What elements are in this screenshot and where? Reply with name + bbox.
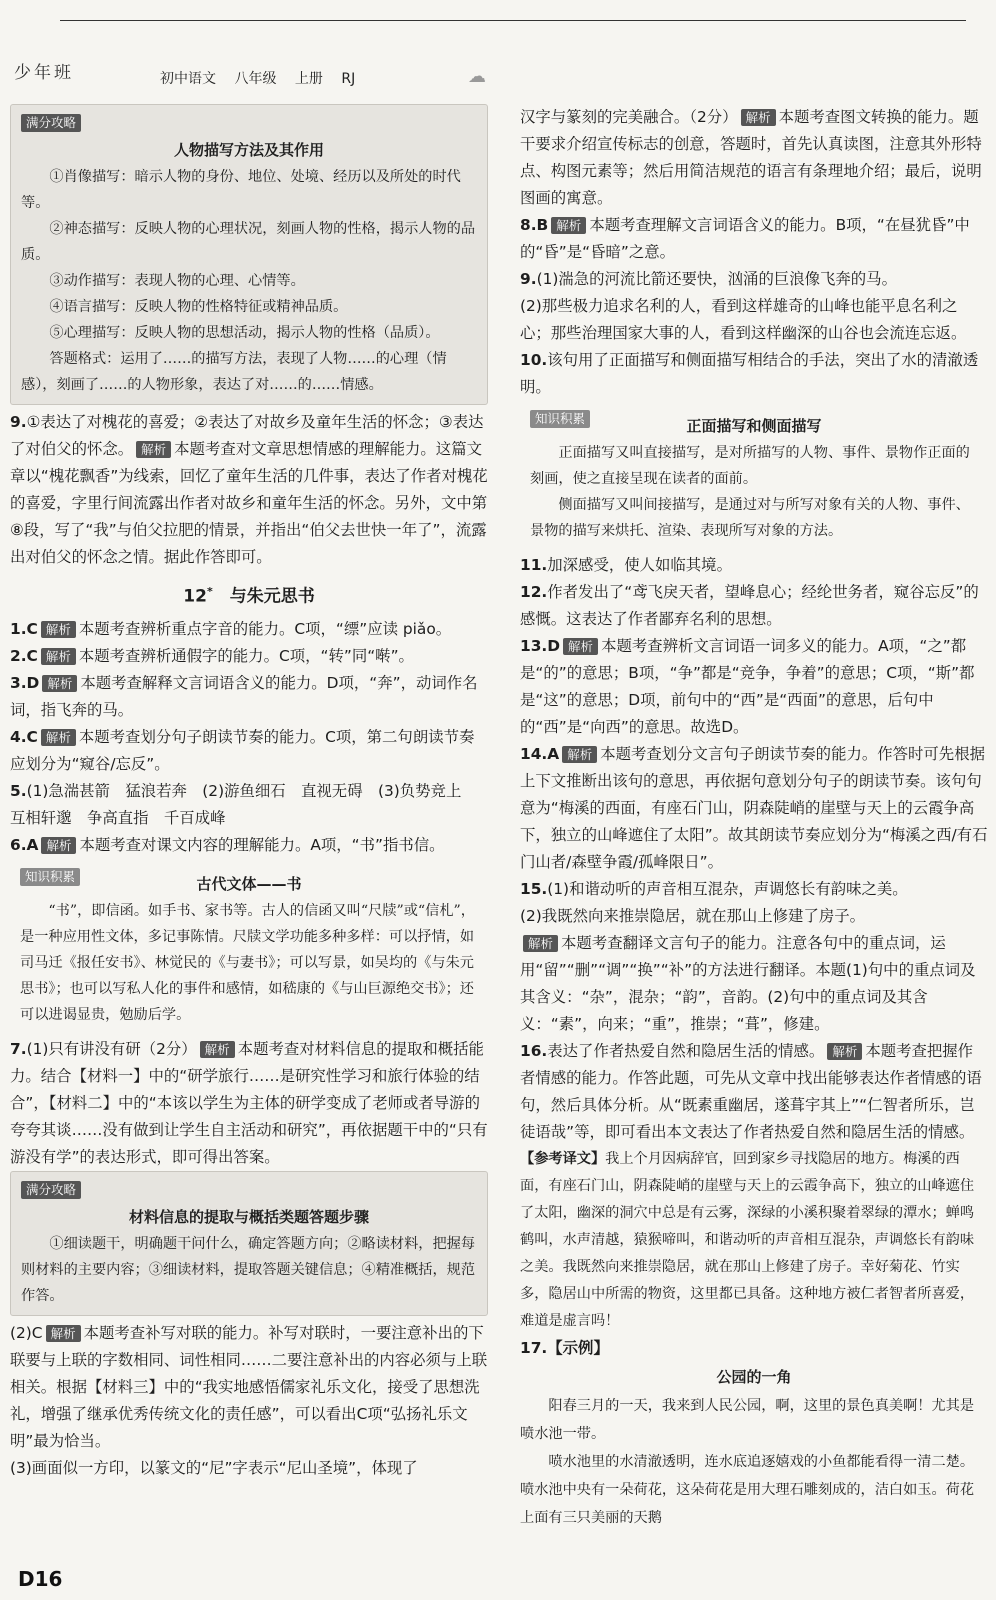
strategy-tag: 满分攻略: [21, 1181, 81, 1199]
section-title: 12* 与朱元思书: [183, 585, 315, 607]
answer-item: 16.表达了作者热爱自然和隐居生活的情感。 解析 本题考查把握作者情感的能力。作答此题，可先从文章中找出能够表达作者情感的语句，然后具体分析。从“既素重幽居，遂葺宇其上”“仁智者所乐，岂徒语哉”等，即可看出本文表达了作者热爱自然和隐居生活的情感。: [520, 1042, 982, 1141]
box-line: 侧面描写又叫间接描写，是通过对与所写对象有关的人物、事件、景物的描写来烘托、渲染、表现所写对象的方法。: [530, 497, 970, 539]
analysis-tag: 解析: [136, 441, 171, 458]
box-title: 古代文体——书: [196, 874, 302, 893]
sample-essay: [520, 1362, 988, 1532]
right-column: [520, 104, 988, 1532]
box-title: 正面描写和侧面描写: [686, 417, 822, 435]
box-line: ①肖像描写：暗示人物的身份、地位、处境、经历以及所处的时代等。: [21, 169, 461, 211]
box-title: 人物描写方法及其作用: [173, 141, 324, 159]
reference-translation: 【参考译文】我上个月因病辞官，回到家乡寻找隐居的地方。梅溪的西面，有座石门山，阴森陡峭的崖壁与天上的云霞争高下，独立的山峰遮住了太阳，幽深的洞穴中总是有云雾，深绿的小溪积聚着翠绿的潭水；蝉鸣鹤叫，水声清越，猿猴啼叫，和谐动听的声音相互混杂，声调悠长有韵味之美。我既然向来推崇隐居，就在那山上修建了房子。幸好菊花、竹实多，隐居山中所需的物资，这里都已具备。这种地方被仁者智者所喜爱，难道是虚言吗！: [520, 1151, 975, 1329]
answer-item: 15.(1)和谐动听的声音相互混杂，声调悠长有韵味之美。: [520, 880, 908, 898]
answer-item: 1.C 解析 本题考查辨析重点字音的能力。C项，“缥”应读 piǎo。: [10, 619, 452, 638]
box-line: ②神态描写：反映人物的心理状况，刻画人物的性格，揭示人物的品质。: [21, 221, 476, 263]
answer-item: 8.B 解析 本题考查理解文言词语含义的能力。B项，“在昼犹昏”中的“昏”是“昏暗”之意。: [520, 216, 970, 261]
answer-item: 11.加深感受，使人如临其境。: [520, 556, 732, 574]
cloud-icon: ☁: [468, 66, 486, 87]
answer-item: 5.(1)急湍甚箭 猛浪若奔 (2)游鱼细石 直视无碍 (3)负势竞上 互相轩邈 争高直指 千百成峰: [10, 781, 477, 827]
essay-paragraph: 喷水池里的水清澈透明，连水底追逐嬉戏的小鱼都能看得一清二楚。喷水池中央有一朵荷花，这朵荷花是用大理石雕刻成的，洁白如玉。荷花上面有三只美丽的天鹅: [520, 1454, 975, 1526]
essay-paragraph: 阳春三月的一天，我来到人民公园，啊，这里的景色真美啊！尤其是喷水池一带。: [520, 1398, 975, 1442]
answer-item: 4.C 解析 本题考查划分句子朗读节奏的能力。C项，第二句朗读节奏应划分为“窥谷/忘反”。: [10, 727, 475, 773]
box-title: 材料信息的提取与概括类题答题步骤: [128, 1207, 369, 1226]
answer-item: 3.D 解析 本题考查解释文言词语含义的能力。D项，“奔”，动词作名词，指飞奔的马。: [10, 673, 478, 719]
essay-title: 公园的一角: [716, 1368, 792, 1386]
box-line: 答题格式：运用了……的描写方法，表现了人物……的心理（情感），刻画了……的人物形象，表达了对……的……情感。: [21, 351, 447, 393]
answer-item: (2)那些极力追求名利的人，看到这样雄奇的山峰也能平息名利之心；那些治理国家大事的人，看到这样幽深的山谷也会流连忘返。: [520, 297, 967, 342]
box-line: ④语言描写：反映人物的性格特征或精神品质。: [49, 299, 348, 315]
knowledge-tag: 知识积累: [530, 410, 590, 428]
answer-item: (3)画面似一方印，以篆文的“尼”字表示“尼山圣境”，体现了: [10, 1458, 418, 1477]
answer-item: 14.A 解析 本题考查划分文言句子朗读节奏的能力。作答时可先根据上下文推断出该句的意思，再依据句意划分句子的朗读节奏。该句句意为“梅溪的西面，有座石门山，阴森陡峭的崖壁与天上的云霞争高下，独立的山峰遮住了太阳”。故其朗读节奏应划分为“梅溪之西/有石门山者/森壁争霞/孤峰限日”。: [520, 745, 988, 871]
answer-item: 12.作者发出了“鸢飞戾天者，望峰息心；经纶世务者，窥谷忘反”的感慨。这表达了作者鄙弃名利的思想。: [520, 583, 979, 628]
box-line: “书”，即信函。如手书、家书等。古人的信函又叫“尺牍”或“信札”，是一种应用性文体，多记事陈情。尺牍文学功能多种多样：可以抒情，如司马迁《报任安书》、林觉民的《与妻书》；可以写景，如吴均的《与朱元思书》；也可以写私人化的事件和感情，如嵇康的《与山巨源绝交书》；还可以进谒显贵，勉励后学。: [20, 902, 475, 1023]
answer-item: (2)我既然向来推崇隐居，就在那山上修建了房子。: [520, 907, 866, 925]
knowledge-box-description: [520, 403, 988, 548]
left-column: [10, 104, 488, 1482]
box-line: ①细读题干，明确题干问什么，确定答题方向；②略读材料，把握每则材料的主要内容；③细读材料，提取答题关键信息；④精准概括，规范作答。: [21, 1235, 476, 1304]
answer-item: 9.①表达了对槐花的喜爱；②表达了对故乡及童年生活的怀念；③表达了对伯父的怀念。 解析 本题考查对文章思想情感的理解能力。这篇文章以“槐花飘香”为线索，回忆了童年生活的几件事，表达了作者对槐花的喜爱，字里行间流露出作者对故乡和童年生活的怀念。另外，文中第⑧段，写了“我”与伯父拉肥的情景，并指出“伯父去世快一年了”，流露出对伯父的怀念之情。据此作答即可。: [10, 413, 488, 566]
answer-item: 2.C 解析 本题考查辨析通假字的能力。C项，“转”同“啭”。: [10, 646, 414, 665]
answer-item: 9.(1)湍急的河流比箭还要快，汹涌的巨浪像飞奔的马。: [520, 270, 897, 288]
box-line: ⑤心理描写：反映人物的思想活动，揭示人物的性格（品质）。: [49, 325, 440, 341]
book-info: 初中语文 八年级 上册 RJ: [160, 71, 356, 87]
answer-item: (2)C 解析 本题考查补写对联的能力。补写对联时，一要注意补出的下联要与上联的字数相同、词性相同……二要注意补出的内容必须与上联相关。根据【材料三】中的“我实地感悟儒家礼乐文化，接受了思想洗礼，增强了继承优秀传统文化的责任感”，可以看出C项“弘扬礼乐文明”最为恰当。: [10, 1323, 488, 1450]
page-number: D16: [18, 1567, 63, 1591]
knowledge-tag: 知识积累: [20, 868, 80, 886]
strategy-box-material: [10, 1171, 488, 1316]
brand-logo: 少年班: [14, 63, 74, 83]
answer-item: 10.该句用了正面描写和侧面描写相结合的手法，突出了水的清澈透明。: [520, 351, 979, 396]
strategy-tag: 满分攻略: [21, 114, 81, 132]
strategy-box-portrayal: [10, 104, 488, 405]
answer-item: 汉字与篆刻的完美融合。（2分） 解析 本题考查图文转换的能力。题干要求介绍宣传标志的创意，答题时，首先认真读图，注意其外形特点、构图元素等；然后用简洁规范的语言有条理地介绍；最后，说明图画的寓意。: [520, 108, 982, 207]
box-line: 正面描写又叫直接描写，是对所描写的人物、事件、景物作正面的刻画，使之直接呈现在读者的面前。: [530, 445, 970, 487]
answer-item: 6.A 解析 本题考查对课文内容的理解能力。A项，“书”指书信。: [10, 835, 445, 854]
page-header: [0, 0, 996, 100]
answer-item: 13.D 解析 本题考查辨析文言词语一词多义的能力。A项，“之”都是“的”的意思；B项，“争”都是“竞争，争着”的意思；C项，“斯”都是“这”的意思；D项，前句中的“西”是“西面”的意思，后句中的“西”是“向西”的意思。故选D。: [520, 637, 975, 736]
answer-item: 解析 本题考查翻译文言句子的能力。注意各句中的重点词，运用“留”“删”“调”“换”“补”的方法进行翻译。本题(1)句中的重点词及其含义：“杂”，混杂；“韵”，音韵。(2)句中的重点词及其含义：“素”，向来；“重”，推崇；“葺”，修建。: [520, 934, 976, 1033]
answer-item: 7.(1)只有讲没有研（2分） 解析 本题考查对材料信息的提取和概括能力。结合【材料一】中的“研学旅行……是研究性学习和旅行体验的结合”，【材料二】中的“本该以学生为主体的研学变成了老师或者导游的夸夸其谈……没有做到让学生自主活动和研究”，再依据题干中的“只有游没有学”的表达形式，即可得出答案。: [10, 1039, 488, 1166]
header-rule: [60, 20, 966, 21]
box-line: ③动作描写：表现人物的心理、心情等。: [49, 273, 305, 289]
knowledge-box-letters: [10, 861, 488, 1032]
answer-item: 17.【示例】: [520, 1339, 609, 1357]
